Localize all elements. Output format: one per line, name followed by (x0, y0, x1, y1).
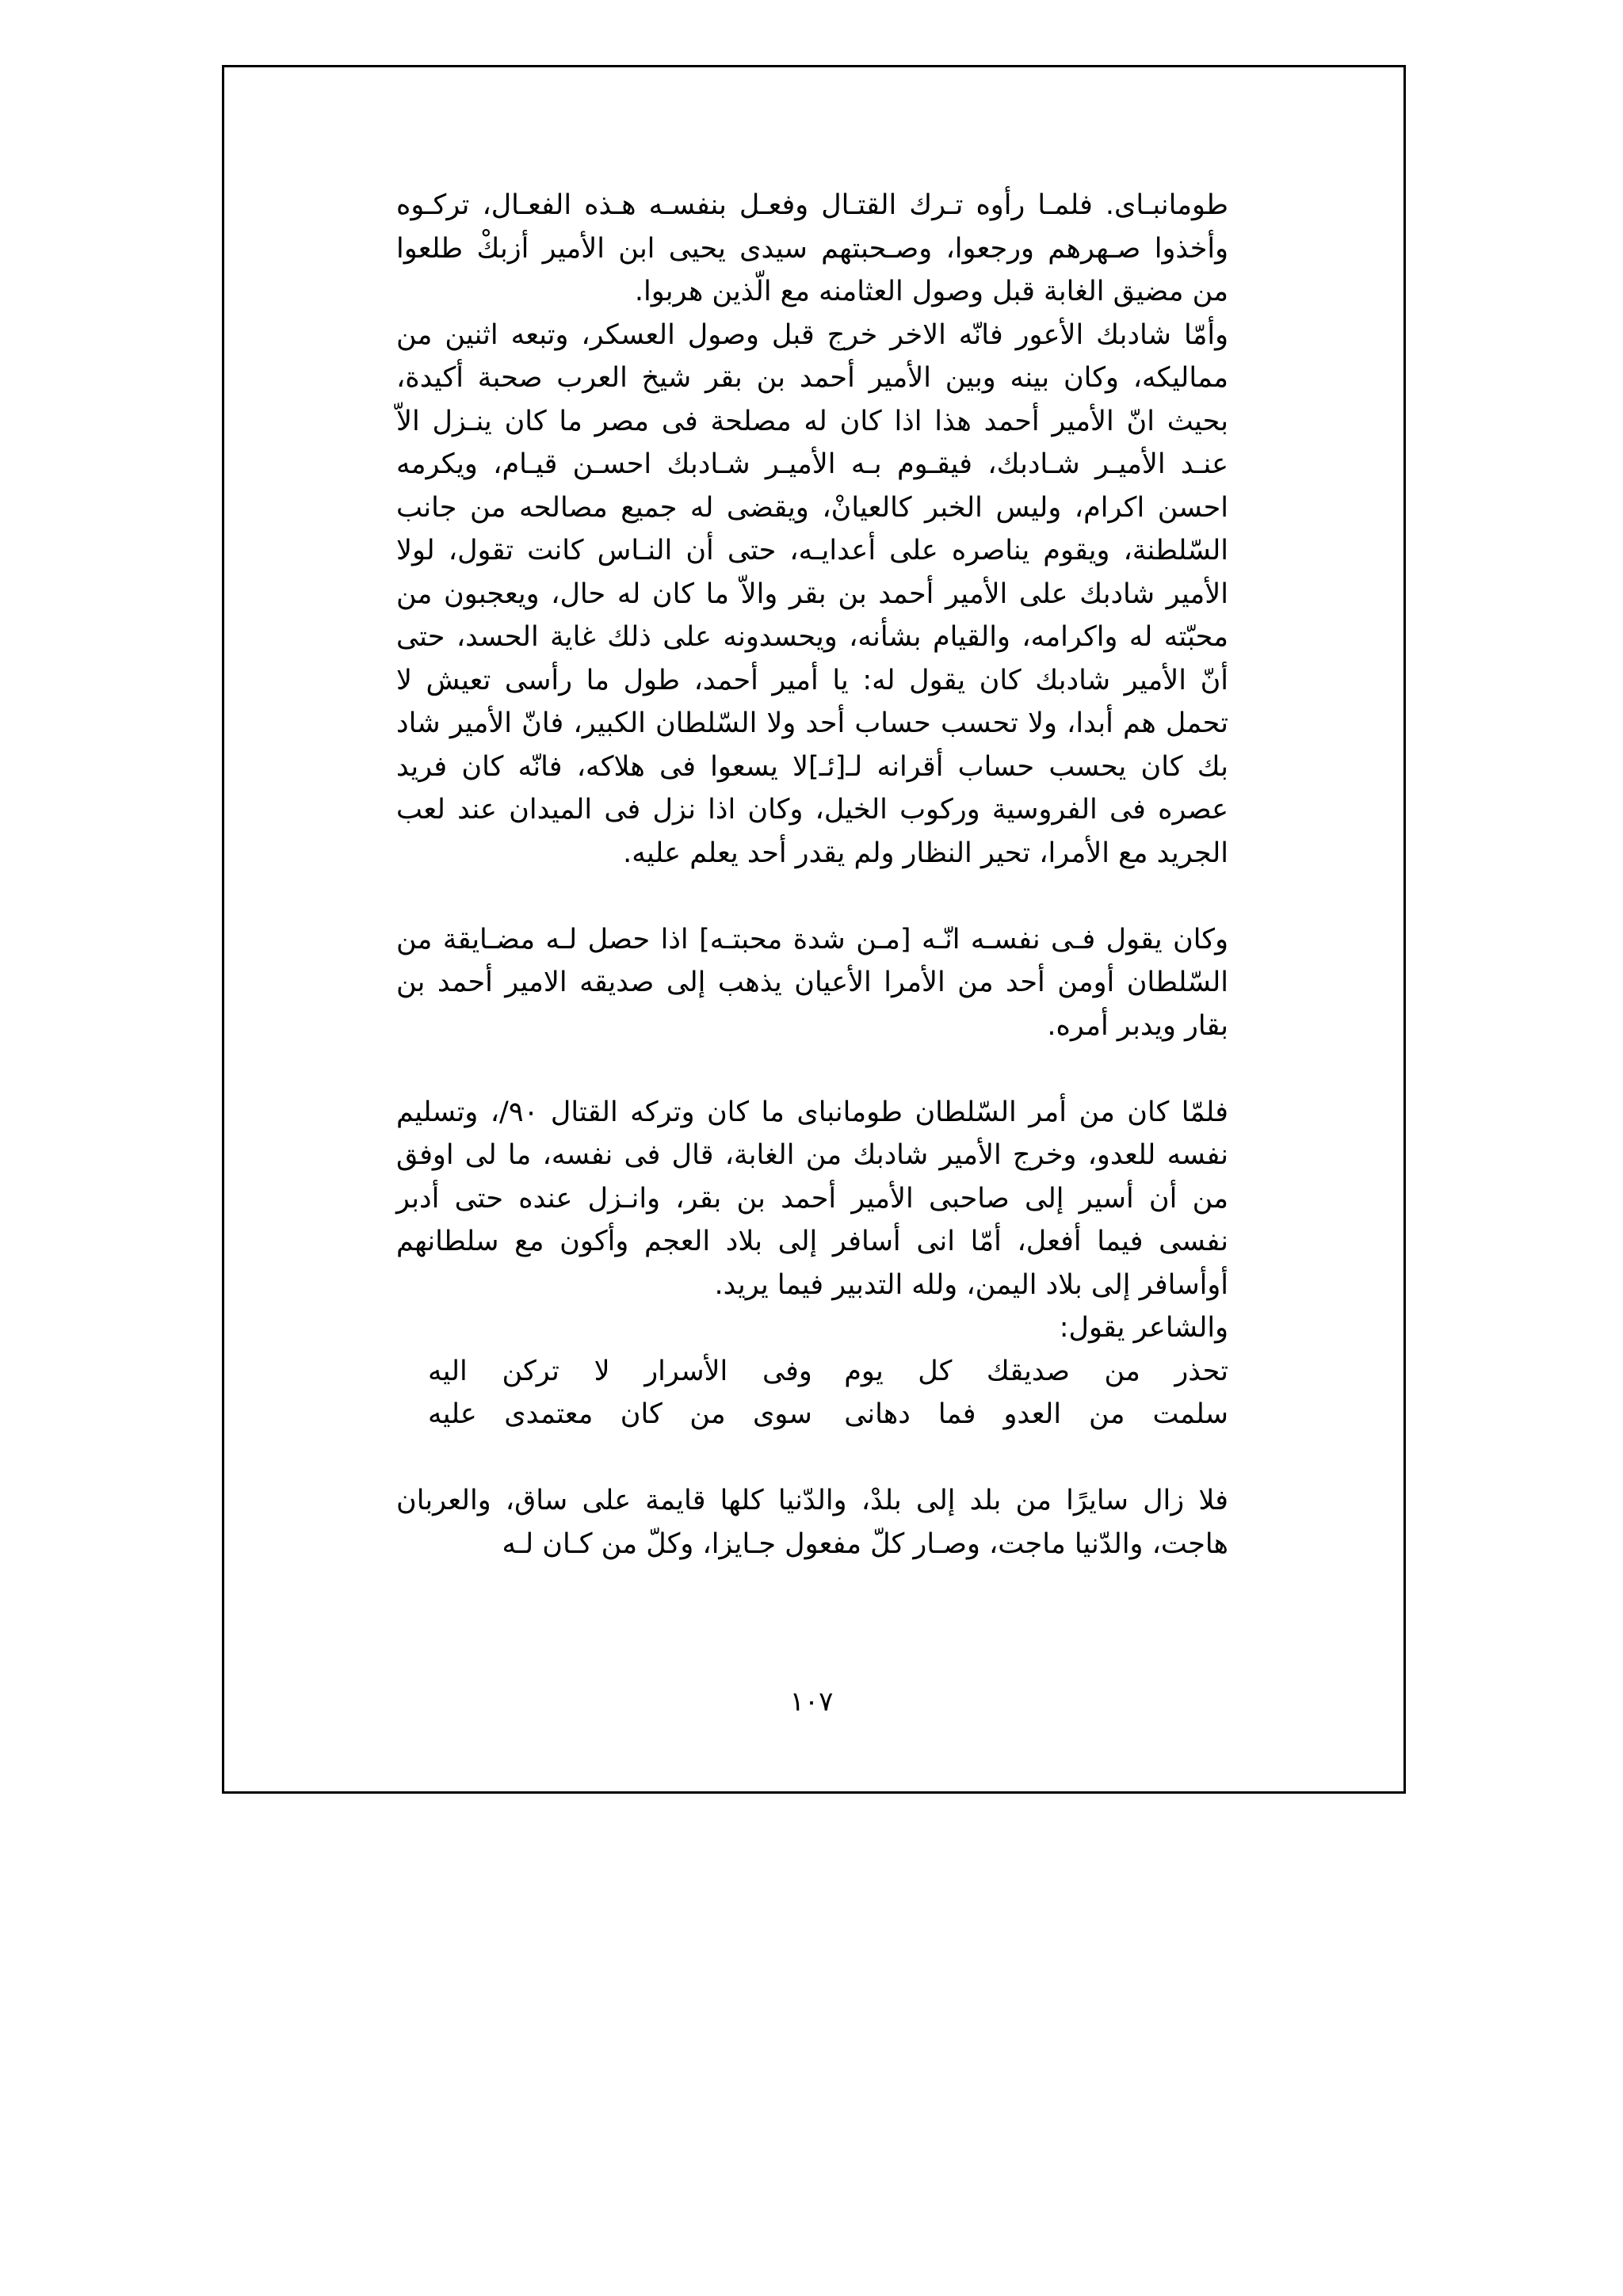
page-number: ١٠٧ (789, 1686, 834, 1718)
verse-1-second-hemistich: وفى الأسرار لا تركن اليه (428, 1355, 812, 1387)
verse-1-first-hemistich: تحذر من صديقك كل يوم (844, 1355, 1228, 1387)
paragraph-3: وكان يقول فـى نفسـه انّـه [مـن شدة محبتـه] اذا حصل لـه مضـايقة من السّلطان أومن أحد من الأمرا الأعيان يذهب إلى صديقه الامير أحمد بن بقار ويدبر أمره. (396, 923, 1228, 1042)
poem-verse-1 (396, 1350, 1228, 1394)
paragraph-4: فلمّا كان من أمر السّلطان طومانباى ما كان وتركه القتال ٩٠/، وتسليم نفسه للعدو، وخرج الأمير شادبك من الغابة، قال فى نفسه، ما لى اوفق من أن أسير إلى صاحبى الأمير أحمد بن بقر، وانـزل عنده حتى أدبر نفسى فيما أفعل، أمّا انى أسافر إلى بلاد العجم وأكون مع سلطانهم أوأسافر إلى بلاد اليمن، ولله التدبير فيما يريد. (396, 1096, 1228, 1301)
paragraph-2: وأمّا شادبك الأعور فانّه الاخر خرج قبل وصول العسكر، وتبعه اثنين من مماليكه، وكان بينه وبين الأمير أحمد بن بقر شيخ العرب صحبة أكيدة، بحيث انّ الأمير أحمد هذا اذا كان له مصلحة فى مصر ما كان ينـزل الاّ عنـد الأميـر شـادبك، فيقـوم بـه الأميـر شـادبك احسـن قيـام، ويكرمه احسن اكرام، وليس الخبر كالعيانْ، ويقضى له جميع مصالحه من جانب السّلطنة، ويقوم يناصره على أعدايـه، حتى أن النـاس كانت تقول، لولا الأمير شادبك على الأمير أحمد بن بقر والاّ ما كان له حال، ويعجبون من محبّته له واكرامه، والقيام بشأنه، ويحسدونه على ذلك غاية الحسد، حتى أنّ الأمير شادبك كان يقول له: يا أمير أحمد، طول ما رأسى تعيش لا تحمل هم أبدا، ولا تحسب حساب أحد ولا السّلطان الكبير، فانّ الأمير شاد بك كان يحسب حساب أقرانه لـ[ئـ]لا يسعوا فى هلاكه، فانّه كان فريد عصره فى الفروسية وركوب الخيل، وكان اذا نزل فى الميدان عند لعب الجريد مع الأمرا، تحير النظار ولم يقدر أحد يعلم عليه. (396, 318, 1228, 869)
paragraph-1: طومانبـاى. فلمـا رأوه تـرك القتـال وفعـل بنفسـه هـذه الفعـال، تركـوه وأخذوا صـهرهم ورجعوا، وصـحبتهم سيدى يحيى ابن الأمير أزبكْ طلعوا من مضيق الغابة قبل وصول العثامنه مع الّذين هربوا. (396, 189, 1228, 307)
body-text (396, 184, 1228, 1566)
verse-2-second-hemistich: سوى من كان معتمدى عليه (428, 1398, 812, 1430)
paragraph-5: فلا زال سايرًا من بلد إلى بلدْ، والدّنيا كلها قايمة على ساق، والعربان هاجت، والدّنيا ماجت، وصـار كلّ مفعول جـايزا، وكلّ من كـان لـه (396, 1485, 1228, 1560)
poem-verse-2 (396, 1393, 1228, 1436)
verse-2-first-hemistich: سلمت من العدو فما دهانى (844, 1398, 1228, 1430)
poem-intro: والشاعر يقول: (1059, 1312, 1228, 1344)
